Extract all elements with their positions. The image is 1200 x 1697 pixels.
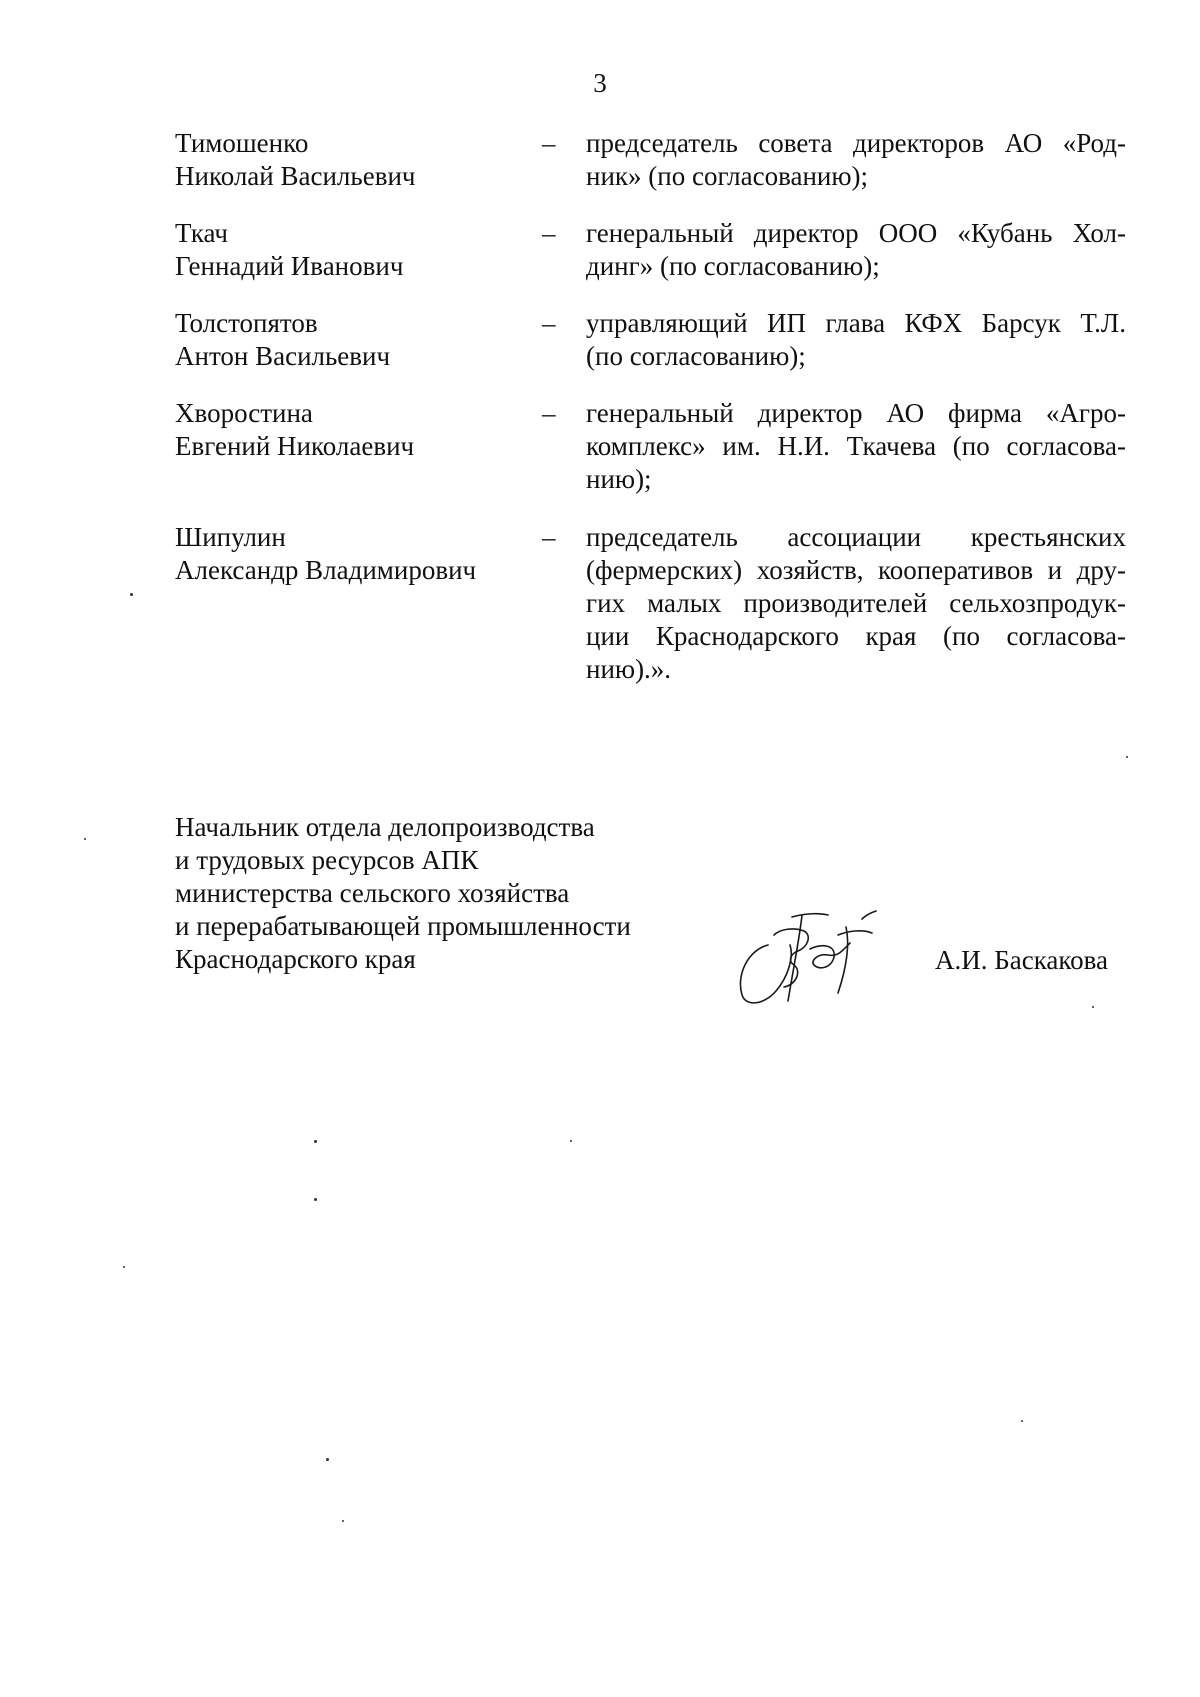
- member-position: [586, 217, 1126, 283]
- signatory-title-line: Начальник отдела делопроизводства: [175, 812, 595, 842]
- position-line: нию);: [586, 464, 652, 494]
- position-line: председатель совета директоров АО «Род-: [586, 128, 1126, 158]
- scan-speck: [342, 1520, 344, 1522]
- signatory-title-line: и перерабатывающей промышленности: [175, 911, 631, 941]
- page-number: 3: [593, 68, 607, 98]
- member-name: [175, 521, 535, 587]
- scan-speck: [326, 1458, 329, 1461]
- member-position: [586, 521, 1126, 686]
- member-given-names: Евгений Николаевич: [175, 431, 415, 461]
- signatory-title-line: и трудовых ресурсов АПК: [175, 845, 479, 875]
- member-given-names: Александр Владимирович: [175, 555, 477, 585]
- member-surname: Ткач: [175, 218, 229, 248]
- entry-dash: –: [542, 522, 556, 552]
- position-line: (по согласованию);: [586, 341, 806, 371]
- position-line: динг» (по согласованию);: [586, 251, 880, 281]
- position-line: председатель ассоциации крестьянских: [586, 522, 1126, 552]
- signer-name: А.И. Баскакова: [935, 945, 1109, 975]
- position-line: генеральный директор ООО «Кубань Хол-: [586, 218, 1126, 248]
- member-position: [586, 127, 1126, 193]
- member-name: [175, 217, 535, 283]
- entry-dash: –: [542, 398, 556, 428]
- member-given-names: Николай Васильевич: [175, 161, 416, 191]
- scan-speck: [1126, 756, 1128, 758]
- member-name: [175, 127, 535, 193]
- scan-speck: [1021, 1420, 1023, 1422]
- position-line: нию).».: [586, 654, 672, 684]
- member-position: [586, 307, 1126, 373]
- position-line: ник» (по согласованию);: [586, 161, 869, 191]
- member-surname: Шипулин: [175, 522, 286, 552]
- handwritten-signature: [728, 905, 888, 1010]
- member-given-names: Антон Васильевич: [175, 341, 391, 371]
- position-line: гих малых производителей сельхозпродук-: [586, 588, 1126, 618]
- scan-speck: [123, 1266, 125, 1268]
- signatory-title-line: министерства сельского хозяйства: [175, 878, 570, 908]
- member-surname: Тимошенко: [175, 128, 309, 158]
- position-line: (фермерских) хозяйств, кооперативов и дру-: [586, 555, 1126, 585]
- member-name: [175, 397, 535, 463]
- member-surname: Толстопятов: [175, 308, 318, 338]
- signatory-title: [175, 811, 695, 976]
- scan-speck: [130, 593, 133, 596]
- scan-speck: [1092, 1006, 1094, 1008]
- scan-speck: [314, 1198, 317, 1201]
- scan-speck: [570, 1140, 572, 1142]
- member-name: [175, 307, 535, 373]
- scan-speck: [84, 838, 86, 840]
- position-line: генеральный директор АО фирма «Агро-: [586, 398, 1126, 428]
- member-position: [586, 397, 1126, 496]
- entry-dash: –: [542, 128, 556, 158]
- position-line: управляющий ИП глава КФХ Барсук Т.Л.: [586, 308, 1126, 338]
- scan-speck: [314, 1140, 317, 1143]
- position-line: ции Краснодарского края (по согласова-: [586, 621, 1126, 651]
- entry-dash: –: [542, 308, 556, 338]
- member-surname: Хворостина: [175, 398, 313, 428]
- entry-dash: –: [542, 218, 556, 248]
- position-line: комплекс» им. Н.И. Ткачева (по согласова-: [586, 431, 1126, 461]
- member-given-names: Геннадий Иванович: [175, 251, 404, 281]
- signatory-title-line: Краснодарского края: [175, 944, 416, 974]
